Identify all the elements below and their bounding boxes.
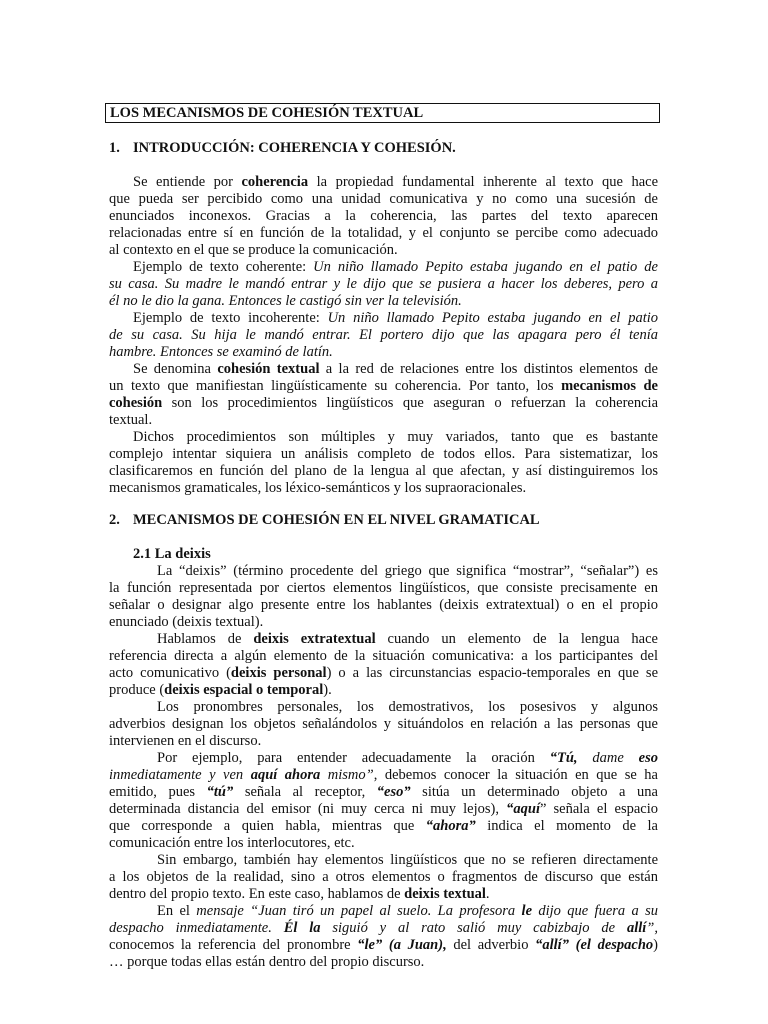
text-line: él no le dio la gana. Entonces le castigó sin ver la televisión. [109, 293, 462, 309]
text-line: complejo intentar siquiera un análisis completo de todos ellos. Para sistematizar, los [109, 446, 658, 462]
text-line: Hablamos de deixis extratextual cuando un elemento de la lengua hace [157, 631, 658, 647]
text-line: Ejemplo de texto coherente: Un niño llamado Pepito estaba jugando en el patio de [133, 259, 658, 275]
section-title: INTRODUCCIÓN: COHERENCIA Y COHESIÓN. [133, 140, 456, 156]
text-line: enunciados inconexos. Gracias a la coherencia, las partes del texto aparecen [109, 208, 658, 224]
text-line: despacho inmediatamente. Él la siguió y al rato salió muy cabizbajo de allí”, [109, 920, 658, 936]
text-line: comunicación entre los interlocutores, etc. [109, 835, 355, 851]
text-line: mecanismos gramaticales, los léxico-semánticos y los supraoracionales. [109, 480, 527, 496]
text-line: Se entiende por coherencia la propiedad fundamental inherente al texto que hace [133, 174, 659, 190]
text-line: Dichos procedimientos son múltiples y muy variados, tanto que es bastante [133, 429, 658, 445]
text-line: enunciado (deixis textual). [109, 614, 264, 630]
subsection-heading: 2.1 La deixis [133, 546, 211, 562]
text-line: inmediatamente y ven aquí ahora mismo”, debemos conocer la situación en que se ha [109, 767, 658, 783]
text-line: emitido, pues “tú” señala al receptor, “eso” sitúa un determinado objeto a una [109, 784, 658, 800]
text-line: la función representada por ciertos elementos lingüísticos, que consiste precisamente en [109, 580, 658, 596]
text-line: que corresponde a quien habla, mientras que “ahora” indica el momento de la [109, 818, 658, 834]
text-line: señalar o designar algo presente entre los hablantes (deixis extratextual) o en el propio [109, 597, 658, 613]
text-line: un texto que manifiestan lingüísticamente su coherencia. Por tanto, los mecanismos de [109, 378, 658, 394]
text-line: adverbios designan los objetos señalándolos y situándolos en relación a las personas que [109, 716, 658, 732]
text-line: acto comunicativo (deixis personal) o a las circunstancias espacio-temporales en que se [109, 665, 659, 681]
text-line: referencia directa a algún elemento de la situación comunicativa: a los participantes del [109, 648, 658, 664]
section-1-heading [109, 140, 456, 157]
section-title: MECANISMOS DE COHESIÓN EN EL NIVEL GRAMATICAL [133, 512, 540, 528]
section-number: 1. [109, 140, 120, 156]
text-line: de su casa. Su hija le mandó entrar. El portero dijo que las apagara pero él tenía [109, 327, 658, 343]
text-line: Los pronombres personales, los demostrativos, los posesivos y algunos [157, 699, 658, 715]
text-line: su casa. Su madre le mandó entrar y le dijo que se pusiera a hacer los deberes, pero a [109, 276, 658, 292]
text-line: Sin embargo, también hay elementos lingüísticos que no se refieren directamente [157, 852, 658, 868]
text-line: a los objetos de la realidad, sino a otros elementos o fragmentos de discurso que están [109, 869, 658, 885]
text-line: produce (deixis espacial o temporal). [109, 682, 332, 698]
text-line: que pueda ser percibido como una unidad comunicativa y no como una sucesión de [109, 191, 658, 207]
text-line: textual. [109, 412, 153, 428]
text-line: … porque todas ellas están dentro del propio discurso. [109, 954, 425, 970]
section-number: 2. [109, 512, 120, 528]
text-line: intervienen en el discurso. [109, 733, 262, 749]
text-line: La “deixis” (término procedente del griego que significa “mostrar”, “señalar”) es [157, 563, 658, 579]
text-line: al contexto en el que se produce la comunicación. [109, 242, 398, 258]
text-line: hambre. Entonces se examinó de latín. [109, 344, 333, 360]
text-line: dentro del propio texto. En este caso, hablamos de deixis textual. [109, 886, 490, 902]
text-line: determinada distancia del emisor (ni muy cerca ni muy lejos), “aquí” señala el espacio [109, 801, 658, 817]
text-line: relacionadas entre sí en función de la totalidad, y el conjunto se percibe como adecuado [109, 225, 658, 241]
text-line: En el mensaje “Juan tiró un papel al suelo. La profesora le dijo que fuera a su [157, 903, 659, 919]
document-title: LOS MECANISMOS DE COHESIÓN TEXTUAL [105, 103, 660, 123]
text-line: Se denomina cohesión textual a la red de relaciones entre los distintos elementos de [133, 361, 658, 377]
text-line: clasificaremos en función del plano de la lengua al que afectan, y así distinguiremos los [109, 463, 658, 479]
text-line: Ejemplo de texto incoherente: Un niño llamado Pepito estaba jugando en el patio [133, 310, 658, 326]
text-line: Por ejemplo, para entender adecuadamente la oración “Tú, dame eso [157, 750, 658, 766]
text-line: conocemos la referencia del pronombre “le” (a Juan), del adverbio “allí” (el despacho) [109, 937, 658, 953]
text-line: cohesión son los procedimientos lingüísticos que aseguran o refuerzan la coherencia [109, 395, 658, 411]
section-2-heading [109, 512, 540, 529]
